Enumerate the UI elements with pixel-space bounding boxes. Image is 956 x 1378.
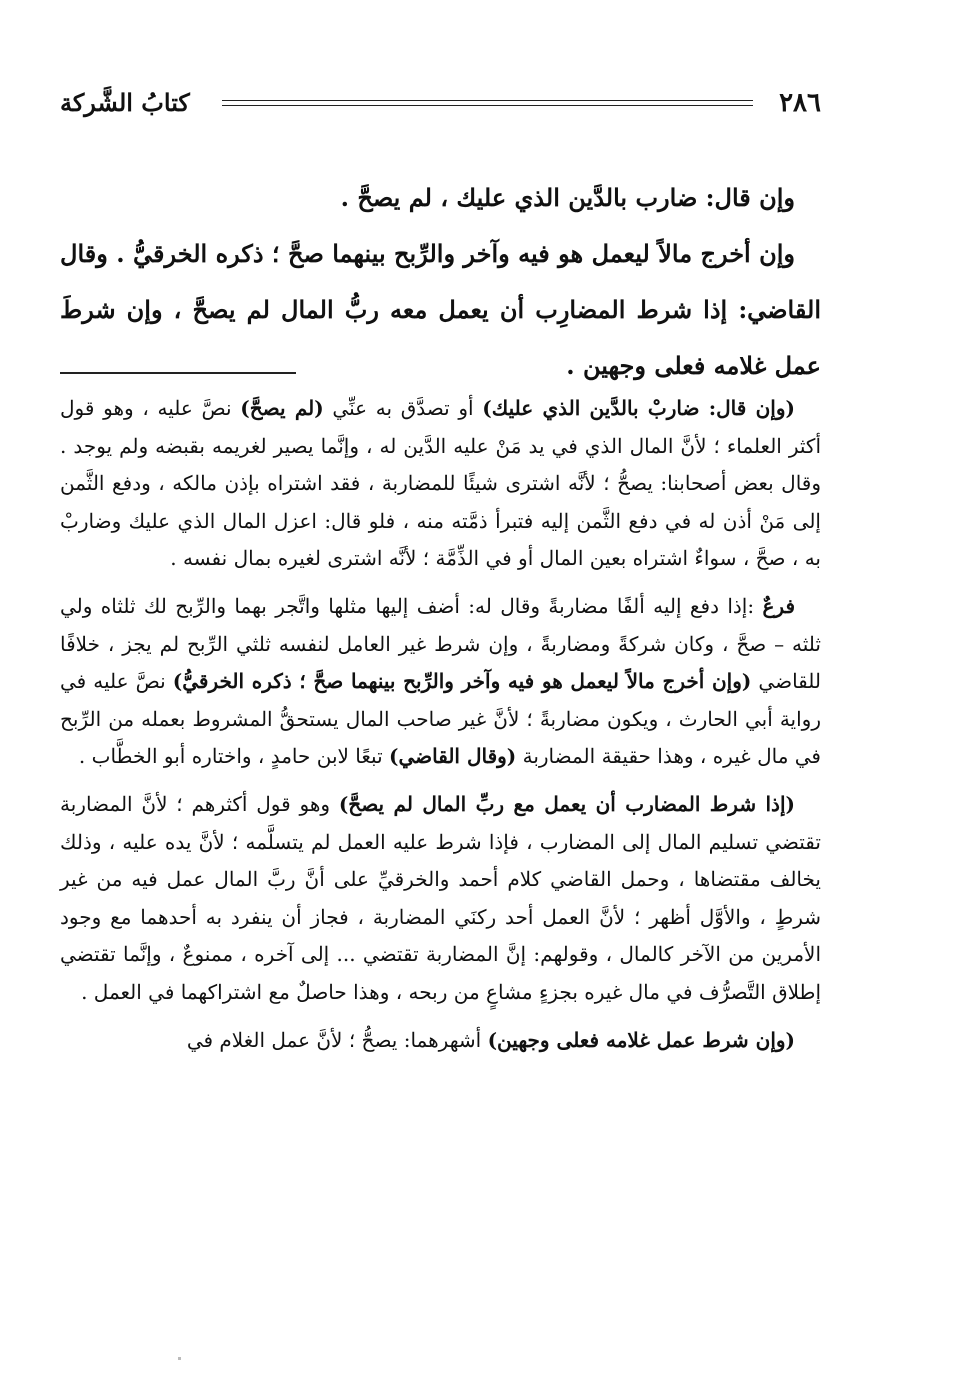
book-title: كتابُ الشَّركة (60, 88, 190, 117)
quoted-text: (وإن قال: ضاربْ بالدَّين الذي عليك) (482, 396, 795, 420)
commentary (60, 390, 821, 1069)
commentary-paragraph-2 (60, 588, 821, 776)
commentary-text: أو تصدَّق به عنِّي (323, 396, 483, 420)
commentary-text: :إذا دفع إليه ألفًا مضاربةً وقال له: أضف إليها مثلها واتَّجر بهما والرِّبح لك ثلثاه ولي ثلثه – صحَّ ، وكان شركةً ومضاربةً ، وإن شرط غير العامل لنفسه ثلثي الرِّبح لم يجز ، خلافًا للقاضي (60, 593, 821, 694)
commentary-text: أشهرهما: يصحُّ ؛ لأنَّ عمل الغلام في (186, 1027, 488, 1052)
quoted-text: (لم يصحَّ) (240, 396, 324, 420)
quoted-text: (وقال القاضي) (389, 744, 517, 769)
commentary-paragraph-1 (60, 390, 821, 578)
header-rule (222, 100, 753, 106)
commentary-text: وهو قول أكثرهم ؛ لأنَّ المضاربة تقتضي تسليم المال إلى المضارب ، فإذا شرط عليه العمل لم يتسلَّمه ؛ لأنَّ يده عليه ، وذلك يخالف مقتضاها ، وحمل القاضي كلام أحمد والخرقيِّ على أنَّ ربَّ المال عمل فيه من غير شرطٍ ، والأوَّل أظهر ؛ لأنَّ العمل أحد ركنَي المضاربة ، فجاز أن ينفرد به أحدهما مع وجود الأمرين من الآخر كالمال ، وقولهم: إنَّ المضاربة تقتضي ... إلى آخره ، ممنوعٌ ، وإنَّما تقتضي إطلاق التَّصرُّف في مال غيره بجزءٍ مشاعٍ من ربحه ، وهذا حاصلٌ مع اشتراكهما في العمل . (60, 791, 822, 1004)
running-header (60, 88, 821, 122)
commentary-paragraph-4 (60, 1022, 821, 1060)
page-number: ٢٨٦ (779, 88, 821, 118)
quoted-text: (إذا شرط المضارب أن يعمل مع ربِّ المال لم يصحَّ) (338, 791, 795, 816)
commentary-paragraph-3 (60, 786, 821, 1012)
quoted-text: (وإن شرط عمل غلامه فعلى وجهين) (487, 1027, 795, 1052)
commentary-text: نصَّ عليه في رواية أبي الحارث ، ويكون مضاربةً ؛ لأنَّ غير صاحب المال يستحقُّ المشروط بعمله من الرِّبح في مال غيره ، وهذا حقيقة المضاربة (60, 669, 821, 769)
matn-line-1: وإن قال: ضارب بالدَّين الذي عليك ، لم يصحَّ . (340, 183, 795, 212)
main-text (60, 170, 821, 394)
text-separator (60, 372, 296, 374)
commentary-text: تبعًا لابن حامدٍ ، واختاره أبو الخطَّاب . (78, 744, 389, 769)
scan-speck (178, 1357, 181, 1360)
matn-paragraph-2: وإن أخرج مالاً ليعمل هو فيه وآخر والرِّبح بينهما صحَّ ؛ ذكره الخرقيُّ . وقال القاضي: إذا شرط المضارِب أن يعمل معه ربُّ المال لم يصحَّ ، وإن شرطَ عمل غلامه فعلى وجهين . (60, 239, 821, 380)
commentary-text: نصَّ عليه ، وهو قول أكثر العلماء ؛ لأنَّ المال الذي في يد مَنْ عليه الدَّين له ، وإنَّما يصير لغريمه بقبضه ولم يوجد . وقال بعض أصحابنا: يصحُّ ؛ لأنَّه اشترى شيئًا للمضاربة ، فقد اشتراه بإذن مالكه ، ودفع الثَّمن إلى مَنْ أذن له في دفع الثَّمن إليه فتبرأ ذمَّته منه ، فلو قال: اعزل المال الذي عليك وضاربْ به ، صحَّ ، سواءٌ اشتراه بعين المال أو في الذِّمَّة ؛ لأنَّه اشترى لغيره بمال نفسه . (60, 396, 821, 571)
branch-label: فرعٌ (762, 593, 795, 618)
book-page (60, 0, 821, 1378)
quoted-text: (وإن أخرج مالاً ليعمل هو فيه وآخر والرِّبح بينهما صحَّ ؛ ذكره الخرقيُّ) (172, 669, 752, 694)
